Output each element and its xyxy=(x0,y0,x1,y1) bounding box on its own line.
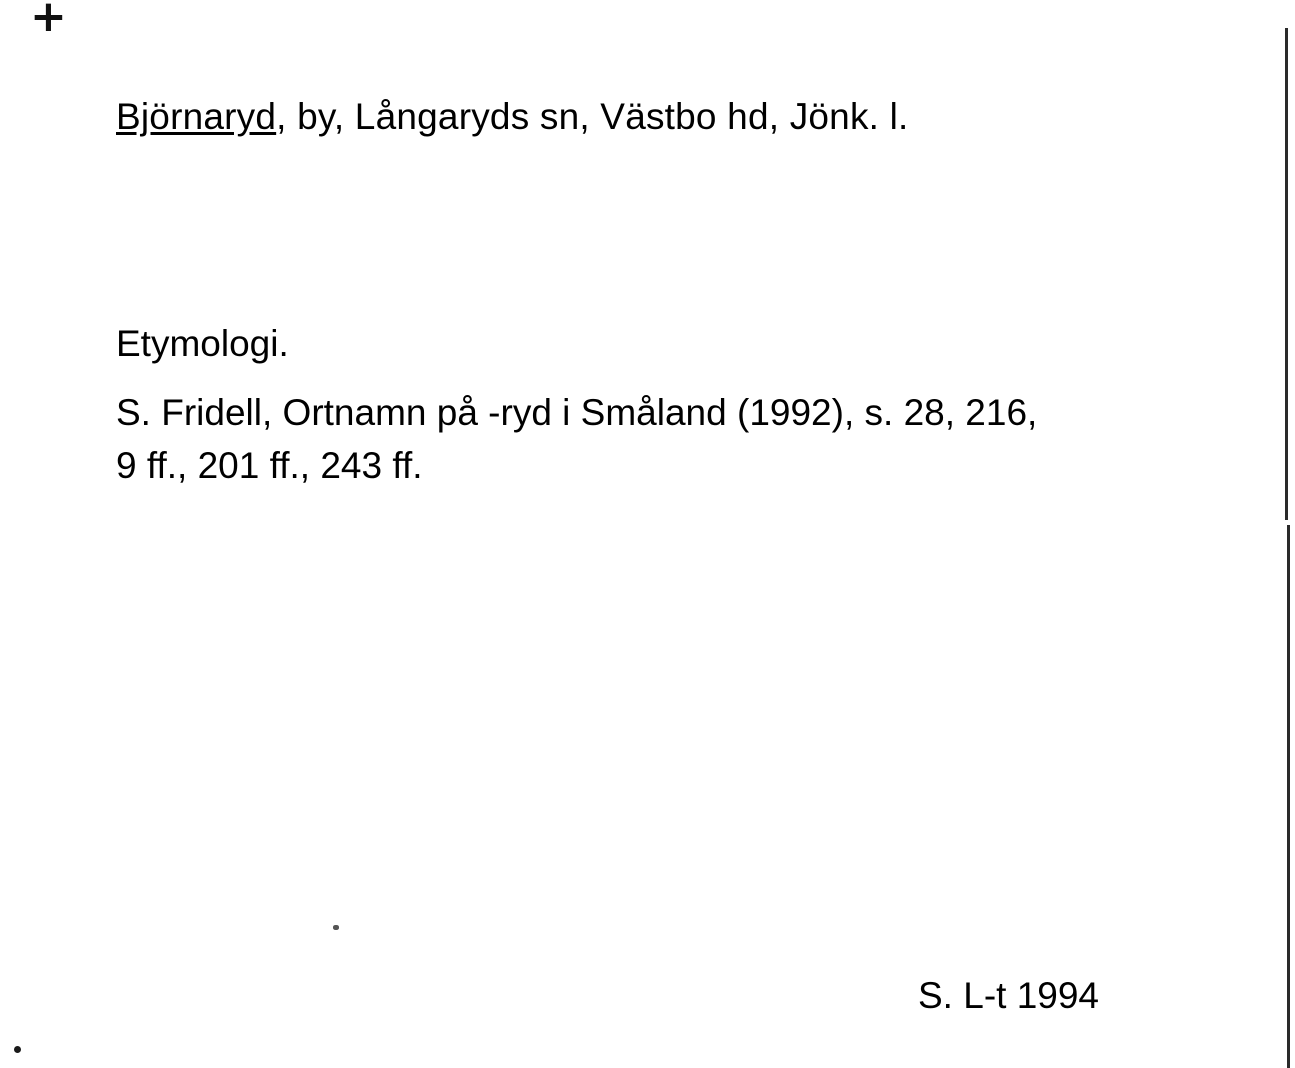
scan-speck xyxy=(333,925,339,930)
scan-speck xyxy=(14,1046,21,1053)
section-label-etymology: Etymologi. xyxy=(116,323,289,364)
scan-edge-line-lower xyxy=(1287,525,1290,1068)
signature: S. L-t 1994 xyxy=(918,975,1100,1016)
reference-line: 9 ff., 201 ff., 243 ff. xyxy=(116,445,423,486)
crop-mark-icon: + xyxy=(30,0,67,42)
headword-line xyxy=(116,96,909,138)
headword: Björnaryd xyxy=(116,96,277,137)
headword-qualifier: , by, Långaryds sn, Västbo hd, Jönk. l. xyxy=(276,96,909,137)
scan-edge-line-upper xyxy=(1285,28,1288,520)
reference-block xyxy=(116,386,1246,492)
reference-line: S. Fridell, Ortnamn på -ryd i Småland (1992), s. 28, 216, xyxy=(116,392,1038,433)
